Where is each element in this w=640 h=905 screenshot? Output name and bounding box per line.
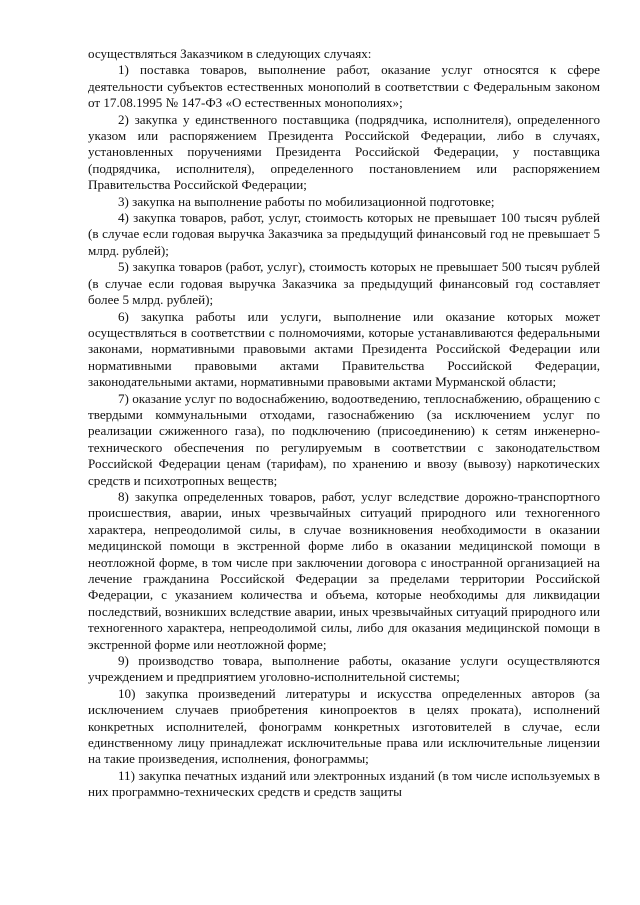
list-item-5: 5) закупка товаров (работ, услуг), стоимость которых не превышает 500 тысяч рублей (в случае если годовая выручка Заказчика за предыдущий финансовый год составляет более 5 млрд. рублей); xyxy=(88,259,600,308)
list-item-10: 10) закупка произведений литературы и искусства определенных авторов (за исключением случаев приобретения кинопроектов в целях проката), исполнений конкретных исполнителей, фонограмм конкретных изготовителей в случае, если единственному лицу принадлежат исключительные права или исключительные лицензии на такие произведения, исполнения, фонограммы; xyxy=(88,685,600,767)
list-item-3: 3) закупка на выполнение работы по мобилизационной подготовке; xyxy=(118,193,495,209)
list-item-1: 1) поставка товаров, выполнение работ, оказание услуг относятся к сфере деятельности субъектов естественных монополий в соответствии с Федеральным законом от 17.08.1995 № 147-ФЗ «О естественных монополиях»; xyxy=(88,62,600,111)
list-item-11: 11) закупка печатных изданий или электронных изданий (в том числе используемых в них программно-технических средств и средств защиты xyxy=(88,767,600,800)
list-item-4: 4) закупка товаров, работ, услуг, стоимость которых не превышает 100 тысяч рублей (в случае если годовая выручка Заказчика за предыдущий финансовый год не превышает 5 млрд. рублей); xyxy=(88,210,600,258)
paragraph-intro: осуществляться Заказчиком в следующих случаях: xyxy=(88,46,372,61)
list-item-7: 7) оказание услуг по водоснабжению, водоотведению, теплоснабжению, обращению с твердыми коммунальными отходами, газоснабжению (за исключением услуг по реализации сжиженного газа), по подключению (присоединению) к сетям инженерно-технического обеспечения по регулируемым в соответствии с законодательством Российской Федерации ценам (тарифам), по хранению и ввозу (вывозу) наркотических средств и психотропных веществ; xyxy=(88,390,600,488)
list-item-8: 8) закупка определенных товаров, работ, услуг вследствие дорожно-транспортного происшествия, аварии, иных чрезвычайных ситуаций природного или техногенного характера, непреодолимой силы, в случае возникновения необходимости в оказании медицинской помощи в экстренной форме либо в оказании медицинской помощи в неотложной форме, в том числе при заключении договора с иностранной организацией на лечение гражданина Российской Федерации за пределами территории Российской Федерации, с указанием количества и объема, которые необходимы для ликвидации последствий, возникших вследствие аварии, иных чрезвычайных ситуаций природного или техногенного характера, непреодолимой силы, либо для оказания медицинской помощи в экстренной форме или неотложной форме; xyxy=(88,488,600,652)
list-item-6: 6) закупка работы или услуги, выполнение или оказание которых может осуществляться в соответствии с полномочиями, которые устанавливаются федеральными законами, нормативными правовыми актами Президента Российской Федерации или нормативными правовыми актами Правительства Российской Федерации, законодательными актами, нормативными правовыми актами Мурманской области; xyxy=(88,308,600,390)
document-page xyxy=(88,46,600,801)
list-item-9: 9) производство товара, выполнение работы, оказание услуги осуществляются учреждением и предприятием уголовно-исполнительной системы; xyxy=(88,653,600,685)
list-item-2: 2) закупка у единственного поставщика (подрядчика, исполнителя), определенного указом или распоряжением Президента Российской Федерации, либо в случаях, установленных поручениями Президента Российской Федерации, у поставщика (подрядчика, исполнителя), определенного постановлением или распоряжением Правительства Российской Федерации; xyxy=(88,111,600,193)
